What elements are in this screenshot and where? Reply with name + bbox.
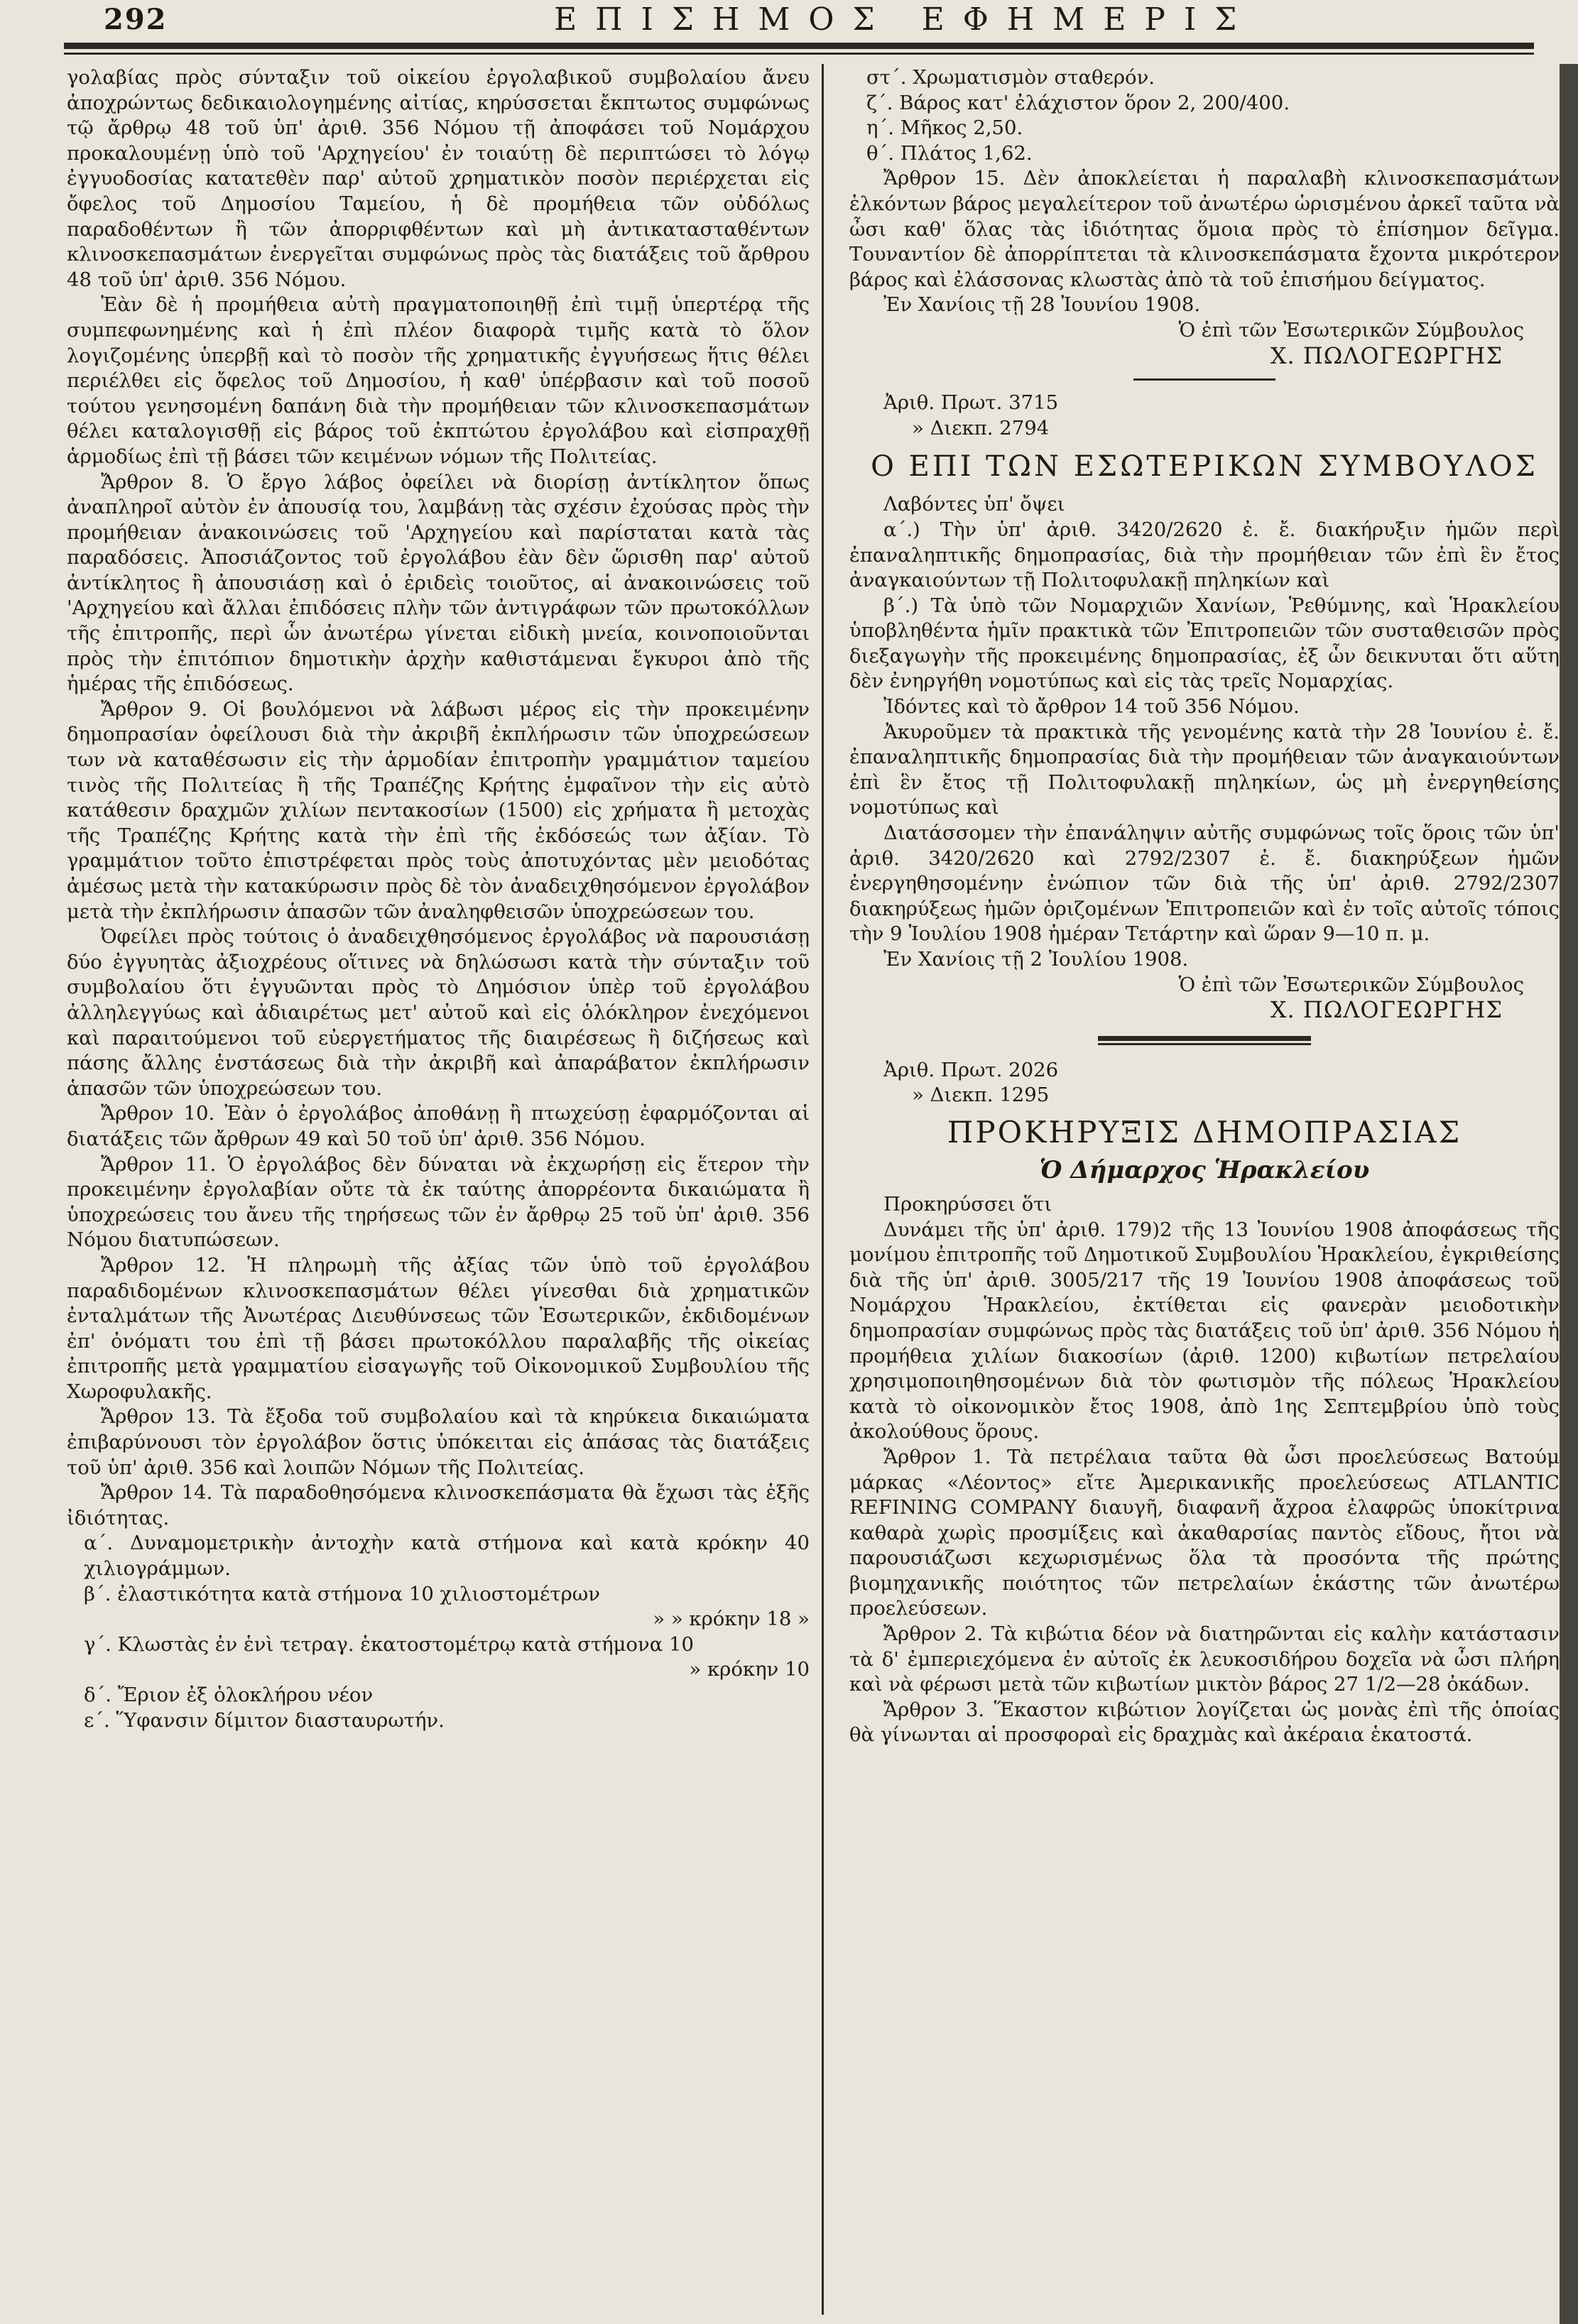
paragraph: Ἄρθρον 13. Τὰ ἔξοδα τοῦ συμβολαίου καὶ τὰ κηρύκεια δικαιώματα ἐπιβαρύνουσι τὸν ἐργολάβον ὅστις ὑπόκειται εἰς ἁπάσας τὰς διατάξεις τοῦ ὑπ' ἀριθ. 356 καὶ λοιπῶν Νόμων τῆς Πολιτείας. bbox=[67, 1405, 810, 1479]
paragraph: Δυνάμει τῆς ὑπ' ἀριθ. 179)2 τῆς 13 Ἰουνίου 1908 ἀποφάσεως τῆς μονίμου ἐπιτροπῆς τοῦ Δημοτικοῦ Συμβουλίου Ἡρακλείου, ἐγκριθείσης διὰ τῆς ὑπ' ἀριθ. 3005/217 τῆς 19 Ἰουνίου 1908 ἀποφάσεως τοῦ Νομάρχου Ἡρακλείου, ἐκτίθεται εἰς φανερὰν μειοδοτικὴν δημοπρασίαν συμφώνως πρὸς τὰς διατάξεις τοῦ ὑπ' ἀριθ. 356 Νόμου ἡ προμήθεια χιλίων διακοσίων (ἀριθ. 1200) κιβωτίων πετρελαίου χρησιμοποιηθησομένων διὰ τὸν φωτισμὸν τῆς πόλεως Ἡρακλείου κατὰ τὸ οἰκονομικὸν ἔτος 1908, ἀπὸ 1ης Σεπτεμβρίου ὑπὸ τοὺς ἀκολούθους ὅρους. bbox=[849, 1218, 1560, 1444]
notice-auction bbox=[849, 1058, 1560, 1748]
paragraph: γ΄. Κλωστὰς ἐν ἑνὶ τετραγ. ἑκατοστομέτρῳ κατὰ στήμονα 10 bbox=[84, 1632, 694, 1656]
paragraph: στ΄. Χρωματισμὸν σταθερόν. bbox=[866, 66, 1155, 89]
paragraph: Ἄρθρον 11. Ὁ ἐργολάβος δὲν δύναται νὰ ἐκχωρήσῃ εἰς ἕτερον τὴν προκειμένην ἐργολαβίαν οὔτε τὰ ἐκ ταύτης ἀπορρέοντα δικαιώματα ἢ ὑποχρεώσεις του ἄνευ τῆς τηρήσεως τῶν ἐν ἄρθρῳ 25 τοῦ ὑπ' ἀριθ. 356 Νόμου διατυπώσεων. bbox=[67, 1152, 810, 1252]
diekp-number: » Διεκπ. 1295 bbox=[912, 1084, 1050, 1107]
right-column bbox=[849, 65, 1560, 1748]
page-edge-shadow bbox=[1560, 64, 1578, 2324]
paragraph: Ἐν Χανίοις τῇ 28 Ἰουνίου 1908. bbox=[883, 293, 1201, 317]
section-double-rule bbox=[1098, 1036, 1311, 1045]
notice-heading: Ο ΕΠΙ ΤΩΝ ΕΣΩΤΕΡΙΚΩΝ ΣΥΜΒΟΥΛΟΣ bbox=[871, 450, 1538, 484]
paragraph: Ὁ ἐπὶ τῶν Ἐσωτερικῶν Σύμβουλος bbox=[1178, 973, 1524, 996]
auction-heading: ΠΡΟΚΗΡΥΞΙΣ ΔΗΜΟΠΡΑΣΙΑΣ bbox=[947, 1114, 1462, 1150]
paragraph: Ἄρθρον 2. Τὰ κιβώτια δέον νὰ διατηρῶνται εἰς καλὴν κατάστασιν τὰ δ' ἐμπεριεχόμενα ἐν αὐτοῖς ἐκ λευκοσιδήρου δοχεῖα νὰ ὦσι πλήρη καὶ νὰ φέρωσι μετὰ τῶν κιβωτίων μικτὸν βάρος 27 1/2—28 ὀκάδων. bbox=[849, 1622, 1560, 1696]
paragraph: Ἄρθρον 14. Τὰ παραδοθησόμενα κλινοσκεπάσματα θὰ ἔχωσι τὰς ἑξῆς ἰδιότητας. bbox=[67, 1481, 810, 1529]
journal-title: ΕΠΙΣΗΜΟΣ ΕΦΗΜΕΡΙΣ bbox=[554, 1, 1256, 38]
protocol-number: Ἀριθ. Πρωτ. 3715 bbox=[883, 391, 1059, 415]
paragraph: Προκηρύσσει ὅτι bbox=[883, 1192, 1052, 1216]
paragraph: β΄.) Τὰ ὑπὸ τῶν Νομαρχιῶν Χανίων, Ῥεθύμνης, καὶ Ἡρακλείου ὑποβληθέντα ἡμῖν πρακτικὰ τῶν Ἐπιτροπειῶν τῶν συσταθεισῶν πρὸς διεξαγωγὴν τῆς προκειμένης δημοπρασίας, ἐξ ὧν δεικνυται ὅτι αὕτη δὲν ἐνηργήθη νομοτύπως καὶ εἰς τὰς τρεῖς Νομαρχίας. bbox=[849, 594, 1560, 693]
page-number: 292 bbox=[104, 3, 168, 36]
section-rule bbox=[1133, 378, 1275, 381]
paragraph: Ὁ ἐπὶ τῶν Ἐσωτερικῶν Σύμβουλος bbox=[1178, 318, 1524, 342]
paragraph: Ἐὰν δὲ ἡ προμήθεια αὐτὴ πραγματοποιηθῇ ἐπὶ τιμῇ ὑπερτέρᾳ τῆς συμπεφωνημένης καὶ ἡ ἐπὶ πλέον διαφορὰ τιμῆς κατὰ τὸ ὅλον λογιζομένης ὑπερβῇ καὶ τὸ ποσὸν τῆς χρηματικῆς ἐγγυήσεως ἥτις θέλει περιέλθει εἰς ὄφελος τοῦ Δημοσίου, ἡ καθ' ὑπέρβασιν καὶ τοῦ ποσοῦ τούτου γενησομένη δαπάνη διὰ τὴν προμήθειαν τῶν κλινοσκεπασμάτων θέλει καταλογισθῇ εἰς βάρος τοῦ ἐκπτώτου ἐργολάβου καὶ εἰσπραχθῇ ἁρμοδίως ἐπὶ τῇ βάσει τῶν κειμένων νόμων τῆς Πολιτείας. bbox=[67, 293, 810, 468]
paragraph: δ΄. Ἔριον ἐξ ὁλοκλήρου νέον bbox=[84, 1684, 374, 1706]
diekp-number: » Διεκπ. 2794 bbox=[912, 416, 1050, 440]
paragraph: ζ΄. Βάρος κατ' ἐλάχιστον ὅρον 2, 200/400. bbox=[866, 91, 1290, 114]
paragraph: Λαβόντες ὑπ' ὄψει bbox=[883, 493, 1065, 516]
paragraph: α΄.) Τὴν ὑπ' ἀριθ. 3420/2620 ἐ. ἔ. διακήρυξιν ἡμῶν περὶ ἐπαναληπτικῆς δημοπρασίας, διὰ τὴν προμήθειαν τῶν ἐπὶ ἓν ἔτος ἀναγκαιούντων τῇ Πολιτοφυλακῇ πηληκίων καὶ bbox=[849, 518, 1560, 592]
paragraph: Ἐν Χανίοις τῇ 2 Ἰουλίου 1908. bbox=[883, 948, 1189, 971]
paragraph: β΄. ἐλαστικότητα κατὰ στήμονα 10 χιλιοστομέτρων bbox=[84, 1582, 600, 1605]
header-rule bbox=[64, 43, 1534, 49]
paragraph: η΄. Μῆκος 2,50. bbox=[866, 116, 1023, 140]
protocol-number: Ἀριθ. Πρωτ. 2026 bbox=[883, 1058, 1059, 1081]
paragraph: Ἄρθρον 10. Ἐὰν ὁ ἐργολάβος ἀποθάνῃ ἢ πτωχεύσῃ ἐφαρμόζονται αἱ διατάξεις τῶν ἄρθρων 49 καὶ 50 τοῦ ὑπ' ἀριθ. 356 Νόμου. bbox=[67, 1102, 810, 1150]
paragraph: Ἄρθρον 3. Ἕκαστον κιβώτιον λογίζεται ὡς μονὰς ἐπὶ τῆς ὁποίας θὰ γίνωνται αἱ προσφοραὶ εἰς δραχμὰς καὶ ἀκέραια ἑκατοστά. bbox=[849, 1698, 1560, 1747]
notice-body bbox=[849, 1192, 1560, 1748]
paragraph: Ἄρθρον 8. Ὁ ἔργο λάβος ὀφείλει νὰ διορίσῃ ἀντίκλητον ὅπως ἀναπληροῖ αὐτὸν ἐν ἀπουσίᾳ του, λαμβάνῃ τὰς σχέσιν ἐχούσας πρὸς τὴν προμήθειαν ἀνακοινώσεις τοῦ 'Αρχηγείου καὶ παρίσταται κατὰ τὰς παραδόσεις. Ἀποσιάζοντος τοῦ ἐργολάβου ἐὰν δὲν ὥρισθη παρ' αὐτοῦ ἀντίκλητος ἢ ἀπουσιάσῃ καὶ ὁ ἐριδεὶς τοιοῦτος, αἱ ἀνακοινώσεις τοῦ 'Αρχηγείου καὶ ἄλλαι ἐπιδόσεις πλὴν τῶν ἀντιγράφων τῶν πρωτοκόλλων τῆς ἐπιτροπῆς, περὶ ὧν ἀνωτέρω γίνεται εἰδικὴ μνεία, κοινοποιοῦνται πρὸς τὴν ἐπιτόπιον δημοτικὴν ἀρχὴν καθιστάμεναι ἔγκυροι ἀπὸ τῆς ἡμέρας τῆς ἐπιδόσεως. bbox=[67, 470, 810, 696]
paragraph: » » κρόκην 18 » bbox=[653, 1608, 810, 1631]
left-column bbox=[67, 65, 810, 1733]
column-divider bbox=[822, 64, 824, 2315]
paragraph: Διατάσσομεν τὴν ἐπανάληψιν αὐτῆς συμφώνως τοῖς ὅροις τῶν ὑπ' ἀριθ. 3420/2620 καὶ 2792/2307 ἐ. ἔ. διακηρύξεων ἡμῶν ἐνεργηθησομένην ἐνώπιον τῶν διὰ τῆς ὑπ' ἀριθ. 2792/2307 διακηρύξεως ἡμῶν ὁριζομένων Ἐπιτροπειῶν καὶ ἐν τοῖς αὐτοῖς τόποις τὴν 9 Ἰουλίου 1908 ἡμέραν Τετάρτην καὶ ὥραν 9—10 π. μ. bbox=[849, 822, 1560, 946]
paragraph: Ἰδόντες καὶ τὸ ἄρθρον 14 τοῦ 356 Νόμου. bbox=[883, 695, 1300, 719]
paragraph: Ὀφείλει πρὸς τούτοις ὁ ἀναδειχθησόμενος ἐργολάβος νὰ παρουσιάσῃ δύο ἐγγυητὰς ἀξιοχρέους οἵτινες νὰ δηλώσωσι κατὰ τὴν σύνταξιν τοῦ συμβολαίου ὅτι ἐγγυῶνται πρὸς τὸ Δημόσιον ὑπὲρ τοῦ ἐργολάβου ἀλληλεγγύως καὶ ἀδιαιρέτως μετ' αὐτοῦ καὶ εἰς ὁλόκληρον ἐνεχόμενοι καὶ παραιτούμενοι τοῦ εὐεργετήματος τῆς διαιρέσεως ἢ διζήσεως καὶ πάσης ἄλλης ἐνστάσεως διὰ τὴν ἀκριβῆ καὶ ἀπαράβατον ἐκπλήρωσιν ἁπασῶν τῶν ὑποχρεώσεων του. bbox=[67, 925, 810, 1100]
auction-subheading: Ὁ Δήμαρχος Ἡρακλείου bbox=[1039, 1155, 1370, 1184]
paragraph: Ἄρθρον 9. Οἱ βουλόμενοι νὰ λάβωσι μέρος εἰς τὴν προκειμένην δημοπρασίαν ὀφείλουσι διὰ τὴν ἀκριβῆ ἐκπλήρωσιν τῶν ὑποχρεώσεων των νὰ καταθέσωσιν εἰς τὴν ἁρμοδίαν ἐπιτροπὴν γραμμάτιον ταμείου τινὸς τῆς Πολιτείας ἢ τῆς Τραπέζης Κρήτης ἐμφαῖνον τὴν εἰς αὐτὸ κατάθεσιν δραχμῶν χιλίων πεντακοσίων (1500) εἰς χρήματα ἢ μετοχὰς τῆς Τραπέζης Κρήτης κατὰ τὴν ἐπὶ τῆς ἐκδόσεώς των ἀξίαν. Τὸ γραμμάτιον τοῦτο ἐπιστρέφεται πρὸς τοὺς ἀποτυχόντας μὲν μειοδότας ἀμέσως μετὰ τὴν κατακύρωσιν πρὸς δὲ τὸν ἀναδειχθησόμενον ἐργολάβον μετὰ τὴν ἐκπλήρωσιν ἁπασῶν τῶν ἀναληφθεισῶν ὑποχρεώσεων του. bbox=[67, 697, 810, 923]
paragraph: Ἀκυροῦμεν τὰ πρακτικὰ τῆς γενομένης κατὰ τὴν 28 Ἰουνίου ἐ. ἔ. ἐπαναληπτικῆς δημοπρασίας διὰ τὴν προμήθειαν τῶν ἀναγκαιούντων ἐπὶ ἓν ἔτος τῇ Πολιτοφυλακῇ πηληκίων, ὡς μὴ ἐνεργηθείσης νομοτύπως καὶ bbox=[849, 720, 1560, 819]
paragraph: » κρόκην 10 bbox=[689, 1658, 810, 1681]
paragraph: α΄. Δυναμομετρικὴν ἀντοχὴν κατὰ στήμονα καὶ κατὰ κρόκην 40 χιλιογράμμων. bbox=[84, 1532, 810, 1581]
paragraph: Χ. ΠΩΛΟΓΕΩΡΓΗΣ bbox=[1270, 342, 1503, 369]
notice-body bbox=[849, 492, 1560, 1022]
paragraph: θ΄. Πλάτος 1,62. bbox=[866, 141, 1033, 165]
paragraph: γολαβίας πρὸς σύνταξιν τοῦ οἰκείου ἐργολαβικοῦ συμβολαίου ἄνευ ἀποχρώντως δεδικαιολογημένης αἰτίας, κηρύσσεται ἔκπτωτος συμφώνως τῷ ἄρθρῳ 48 τοῦ ὑπ' ἀριθ. 356 Νόμου τῇ ἀποφάσει τοῦ Νομάρχου προκαλουμένῃ ὑπὸ τοῦ 'Αρχηγείου' ἐν τοιαύτῃ δὲ περιπτώσει τὸ λόγῳ ἐγγυοδοσίας κατατεθὲν παρ' αὐτοῦ χρηματικὸν ποσὸν περιέρχεται εἰς ὄφελος τοῦ Δημοσίου Ταμείου, ἡ δὲ προμήθεια τῶν οὐδόλως παραδοθέντων ἢ τῶν ἀπορριφθέντων καὶ μὴ ἀντικατασταθέντων κλινοσκεπασμάτων ἐνεργεῖται συμφώνως πρὸς τὰς διατάξεις τοῦ ἄρθρου 48 τοῦ ὑπ' ἀριθ. 356 Νόμου. bbox=[67, 66, 810, 291]
article-continuation bbox=[849, 65, 1560, 369]
paragraph: Ἄρθρον 12. Ἡ πληρωμὴ τῆς ἀξίας τῶν ὑπὸ τοῦ ἐργολάβου παραδιδομένων κλινοσκεπασμάτων θέλει γίνεσθαι διὰ χρηματικῶν ἐνταλμάτων τῆς Ἀνωτέρας Διευθύνσεως τῶν Ἐσωτερικῶν, ἐκδιδομένων ἐπ' ὀνόματι του ἐπὶ τῇ βάσει πρωτοκόλλου παραλαβῆς τῆς οἰκείας ἐπιτροπῆς μετὰ γραμματίου εἰσαγωγῆς τοῦ Οἰκονομικοῦ Συμβουλίου τῆς Χωροφυλακῆς. bbox=[67, 1253, 810, 1403]
header-rule-thin bbox=[64, 53, 1534, 55]
paragraph: ε΄. Ὕφανσιν δίμιτον διασταυρωτήν. bbox=[84, 1708, 445, 1732]
paragraph: Χ. ΠΩΛΟΓΕΩΡΓΗΣ bbox=[1270, 996, 1503, 1024]
paragraph: Ἄρθρον 15. Δὲν ἀποκλείεται ἡ παραλαβὴ κλινοσκεπασμάτων ἑλκόντων βάρος μεγαλείτερον τοῦ ἀνωτέρω ὡρισμένου ἀρκεῖ ταῦτα νὰ ὦσι καθ' ὅλας τὰς ἰδιότητας ὅμοια πρὸς τὸ ἐπίσημον δεῖγμα. Τουναντίον δὲ ἀπορρίπτεται τὰ κλινοσκεπάσματα ἔχοντα μικρότερον βάρος καὶ ἐλάσσονας κλωστὰς ἀπὸ τὰ τοῦ ἐπισήμου δείγματος. bbox=[849, 167, 1560, 291]
paragraph: Ἄρθρον 1. Τὰ πετρέλαια ταῦτα θὰ ὦσι προελεύσεως Βατούμ μάρκας «Λέοντος» εἴτε Ἀμερικανικῆς προελεύσεως ATLANTIC REFINING COMPANY διαυγῆ, διαφανῆ ἄχροα ἐλαφρῶς ὑποκίτρινα καθαρὰ χωρὶς προσμίξεις καὶ ἀκαθαρσίας παντὸς εἴδους, ἤτοι νὰ παρουσιάζωσι κεχωρισμένως ὅλα τὰ προσόντα τῆς πρώτης βιομηχανικῆς ποιότητος τῶν πετρελαίων ἑκάστης τῶν ἀνωτέρω προελεύσεων. bbox=[849, 1445, 1560, 1620]
notice-interior-council bbox=[849, 391, 1560, 1023]
